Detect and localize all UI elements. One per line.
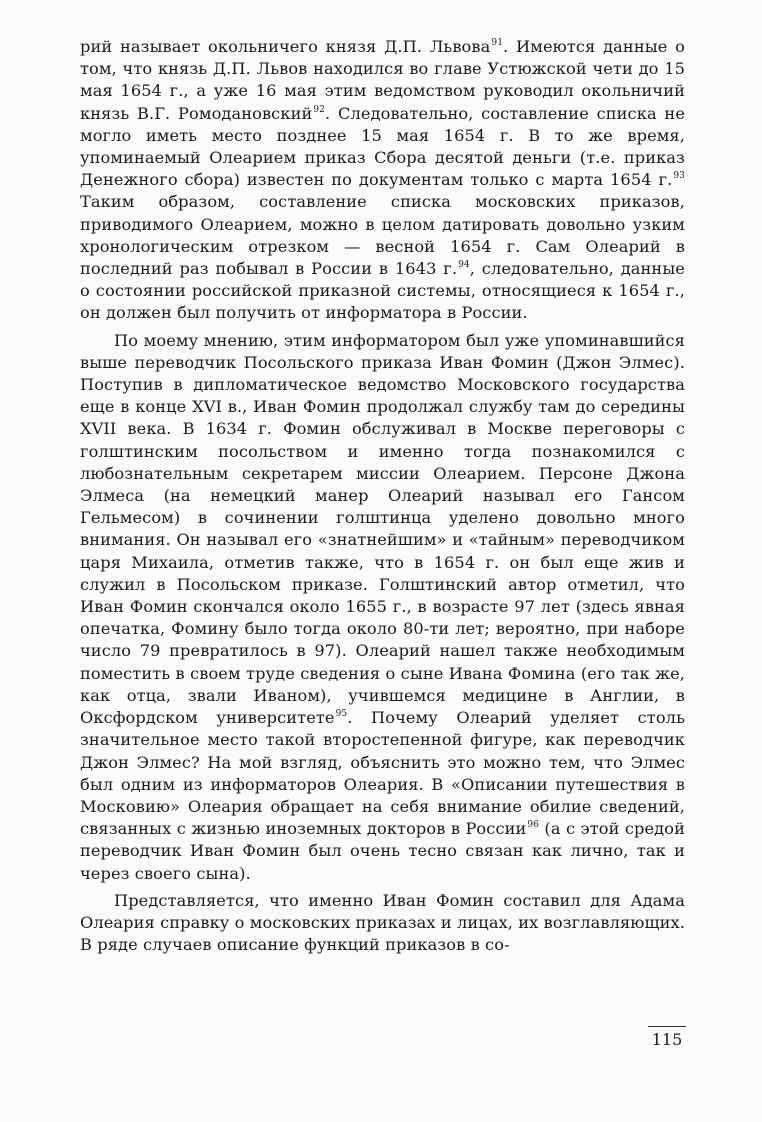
paragraph-text: . Имеются данные о том, что князь Д.П. Львов находился во главе Устюжской чети до 15 мая 1654 г., а уже 16 мая этим ведомством руководил окольничий князь В.Г. Ромодановский <box>80 37 685 123</box>
page-text <box>80 36 685 961</box>
paragraph-text: Таким образом, составление списка московских приказов, приводимого Олеарием, можно в целом датировать довольно узким хронологическим отрезком — весной 1654 г. Сам Олеарий в последний раз побывал в России в 1643 г. <box>80 192 685 279</box>
paragraph <box>80 890 685 957</box>
paragraph-text: , следовательно, данные о состоянии российской приказной системы, относящиеся к 1654 г., он должен был получить от информатора в России. <box>80 259 685 323</box>
paragraph-text: Представляется, что именно Иван Фомин составил для Адама Олеария справку о московских приказах и лицах, их возглавляющих. В ряде случаев описание функций приказов в со- <box>80 890 685 955</box>
footnote-marker: 94 <box>458 260 470 271</box>
paragraph-text: . Почему Олеарий уделяет столь значительное место такой второстепенной фигуре, как переводчик Джон Элмес? На мой взгляд, объяснить это можно тем, что Элмес был одним из информаторов Олеария. В «Описании путешествия в Московию» Олеария обращает на себя внимание обилие сведений, связанных с жизнью иноземных докторов в России <box>80 708 685 839</box>
paragraph <box>80 330 685 885</box>
paragraph-text: (а с этой средой переводчик Иван Фомин был очень тесно связан как лично, так и через своего сына). <box>80 819 685 883</box>
footnote-marker: 92 <box>313 104 325 115</box>
footnote-marker: 93 <box>673 171 685 182</box>
footnote-marker: 91 <box>491 38 504 48</box>
paragraph-text: По моему мнению, этим информатором был уже упоминавшийся выше переводчик Посольского приказа Иван Фомин (Джон Элмес). Поступив в дипломатическое ведомство Московского государства еще в конце XVI в., Иван Фомин продолжал службу там до середины XVII века. В 1634 г. Фомин обслуживал в Москве переговоры с голштинским посольством и именно тогда познакомился с любознательным секретарем миссии Олеарием. Персоне Джона Элмеса (на немецкий манер Олеарий называл его Гансом Гельмесом) в сочинении голштинца уделено довольно много внимания. Он называл его «знатнейшим» и «тайным» переводчиком царя Михаила, отметив также, что в 1654 г. он был еще жив и служил в Посольском приказе. Голштинский автор отметил, что Иван Фомин скончался около 1655 г., в возрасте 97 лет (здесь явная опечатка, Фомину было тогда около 80-ти лет; вероятно, при наборе число 79 превратилось в 97). Олеарий нашел также необходимым поместить в своем труде сведения о сыне Ивана Фомина (его так же, как отца, звали Иваном), учившемся медицине в Англии, в Оксфордском университете <box>80 330 685 728</box>
paragraph-text: . Следовательно, составление списка не могло иметь место позднее 15 мая 1654 г. В то же время, упоминаемый Олеарием приказ Сбора десятой деньги (т.е. приказ Денежного сбора) известен по документам только с марта 1654 г. <box>80 103 685 190</box>
footnote-marker: 96 <box>527 820 540 831</box>
footnote-marker: 95 <box>335 709 348 720</box>
page-number: 115 <box>648 1026 686 1049</box>
paragraph-text: рий называет окольничего князя Д.П. Львова <box>80 37 491 56</box>
paragraph <box>80 36 685 325</box>
